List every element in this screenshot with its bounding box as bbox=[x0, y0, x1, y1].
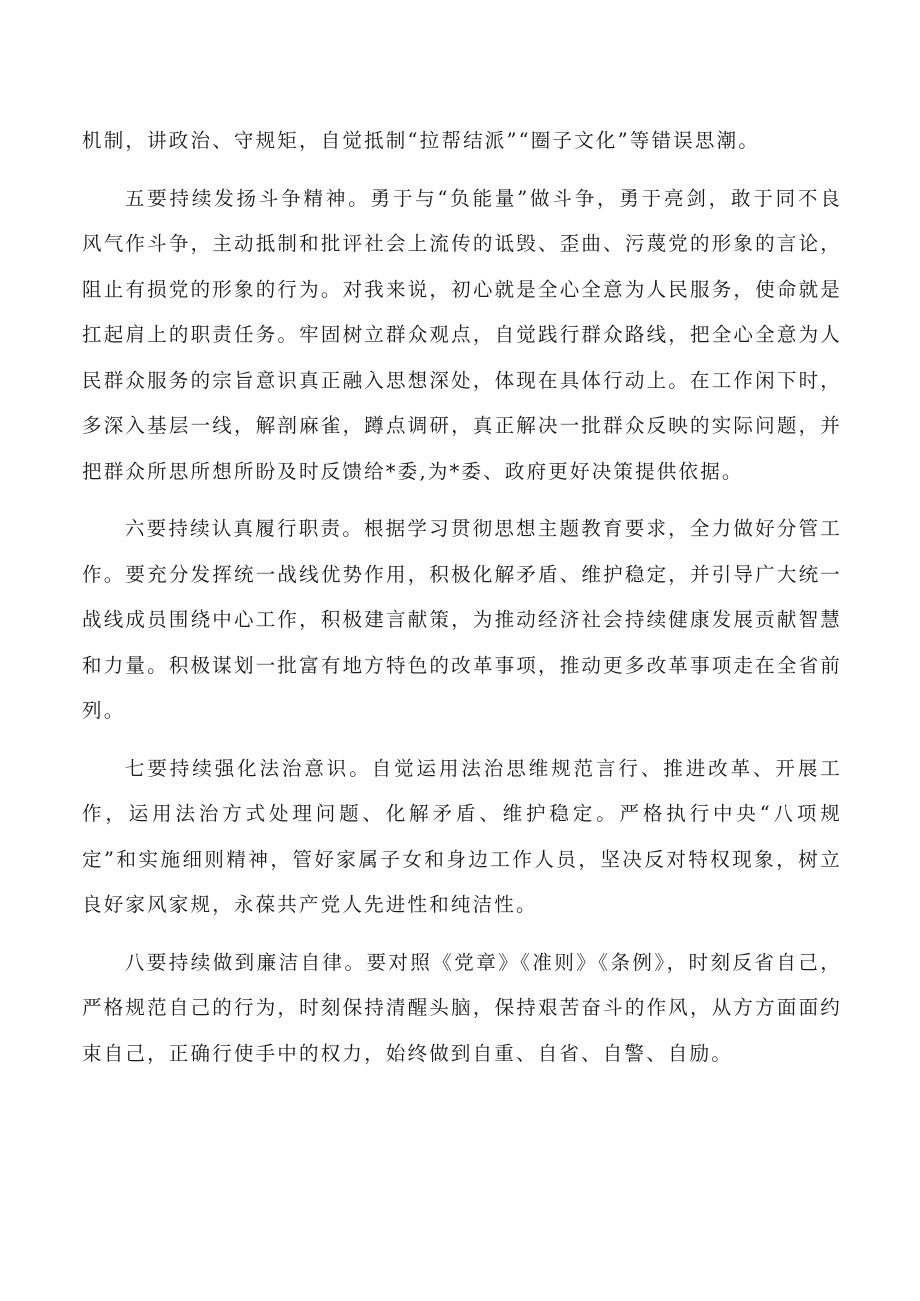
paragraph-continuation: 机制，讲政治、守规矩，自觉抵制“拉帮结派”“圈子文化”等错误思潮。 bbox=[82, 129, 760, 152]
paragraph-6: 六要持续认真履行职责。根据学习贯彻思想主题教育要求，全力做好分管工作。要充分发挥统一战线优势作用，积极化解矛盾、维护稳定，并引导广大统一战线成员围绕中心工作，积极建言献策，为推动经济社会持续健康发展贡献智慧和力量。积极谋划一批富有地方特色的改革事项，推动更多改革事项走在全省前列。 bbox=[82, 517, 842, 722]
paragraph-7: 七要持续强化法治意识。自觉运用法治思维规范言行、推进改革、开展工作，运用法治方式处理问题、化解矛盾、维护稳定。严格执行中央“八项规定”和实施细则精神，管好家属子女和身边工作人员，坚决反对特权现象，树立良好家风家规，永葆共产党人先进性和纯洁性。 bbox=[82, 756, 842, 916]
document-body bbox=[82, 118, 842, 1076]
paragraph-5: 五要持续发扬斗争精神。勇于与“负能量”做斗争，勇于亮剑，敢于同不良风气作斗争，主动抵制和批评社会上流传的诋毁、歪曲、污蔑党的形象的言论，阻止有损党的形象的行为。对我来说，初心就是全心全意为人民服务，使命就是扛起肩上的职责任务。牢固树立群众观点，自觉践行群众路线，把全心全意为人民群众服务的宗旨意识真正融入思想深处，体现在具体行动上。在工作闲下时，多深入基层一线，解剖麻雀，蹲点调研，真正解决一批群众反映的实际问题，并把群众所思所想所盼及时反馈给*委,为*委、政府更好决策提供依据。 bbox=[82, 186, 842, 483]
paragraph-8: 八要持续做到廉洁自律。要对照《党章》《准则》《条例》，时刻反省自己，严格规范自己的行为，时刻保持清醒头脑，保持艰苦奋斗的作风，从方方面面约束自己，正确行使手中的权力，始终做到自重、自省、自警、自励。 bbox=[82, 950, 842, 1065]
